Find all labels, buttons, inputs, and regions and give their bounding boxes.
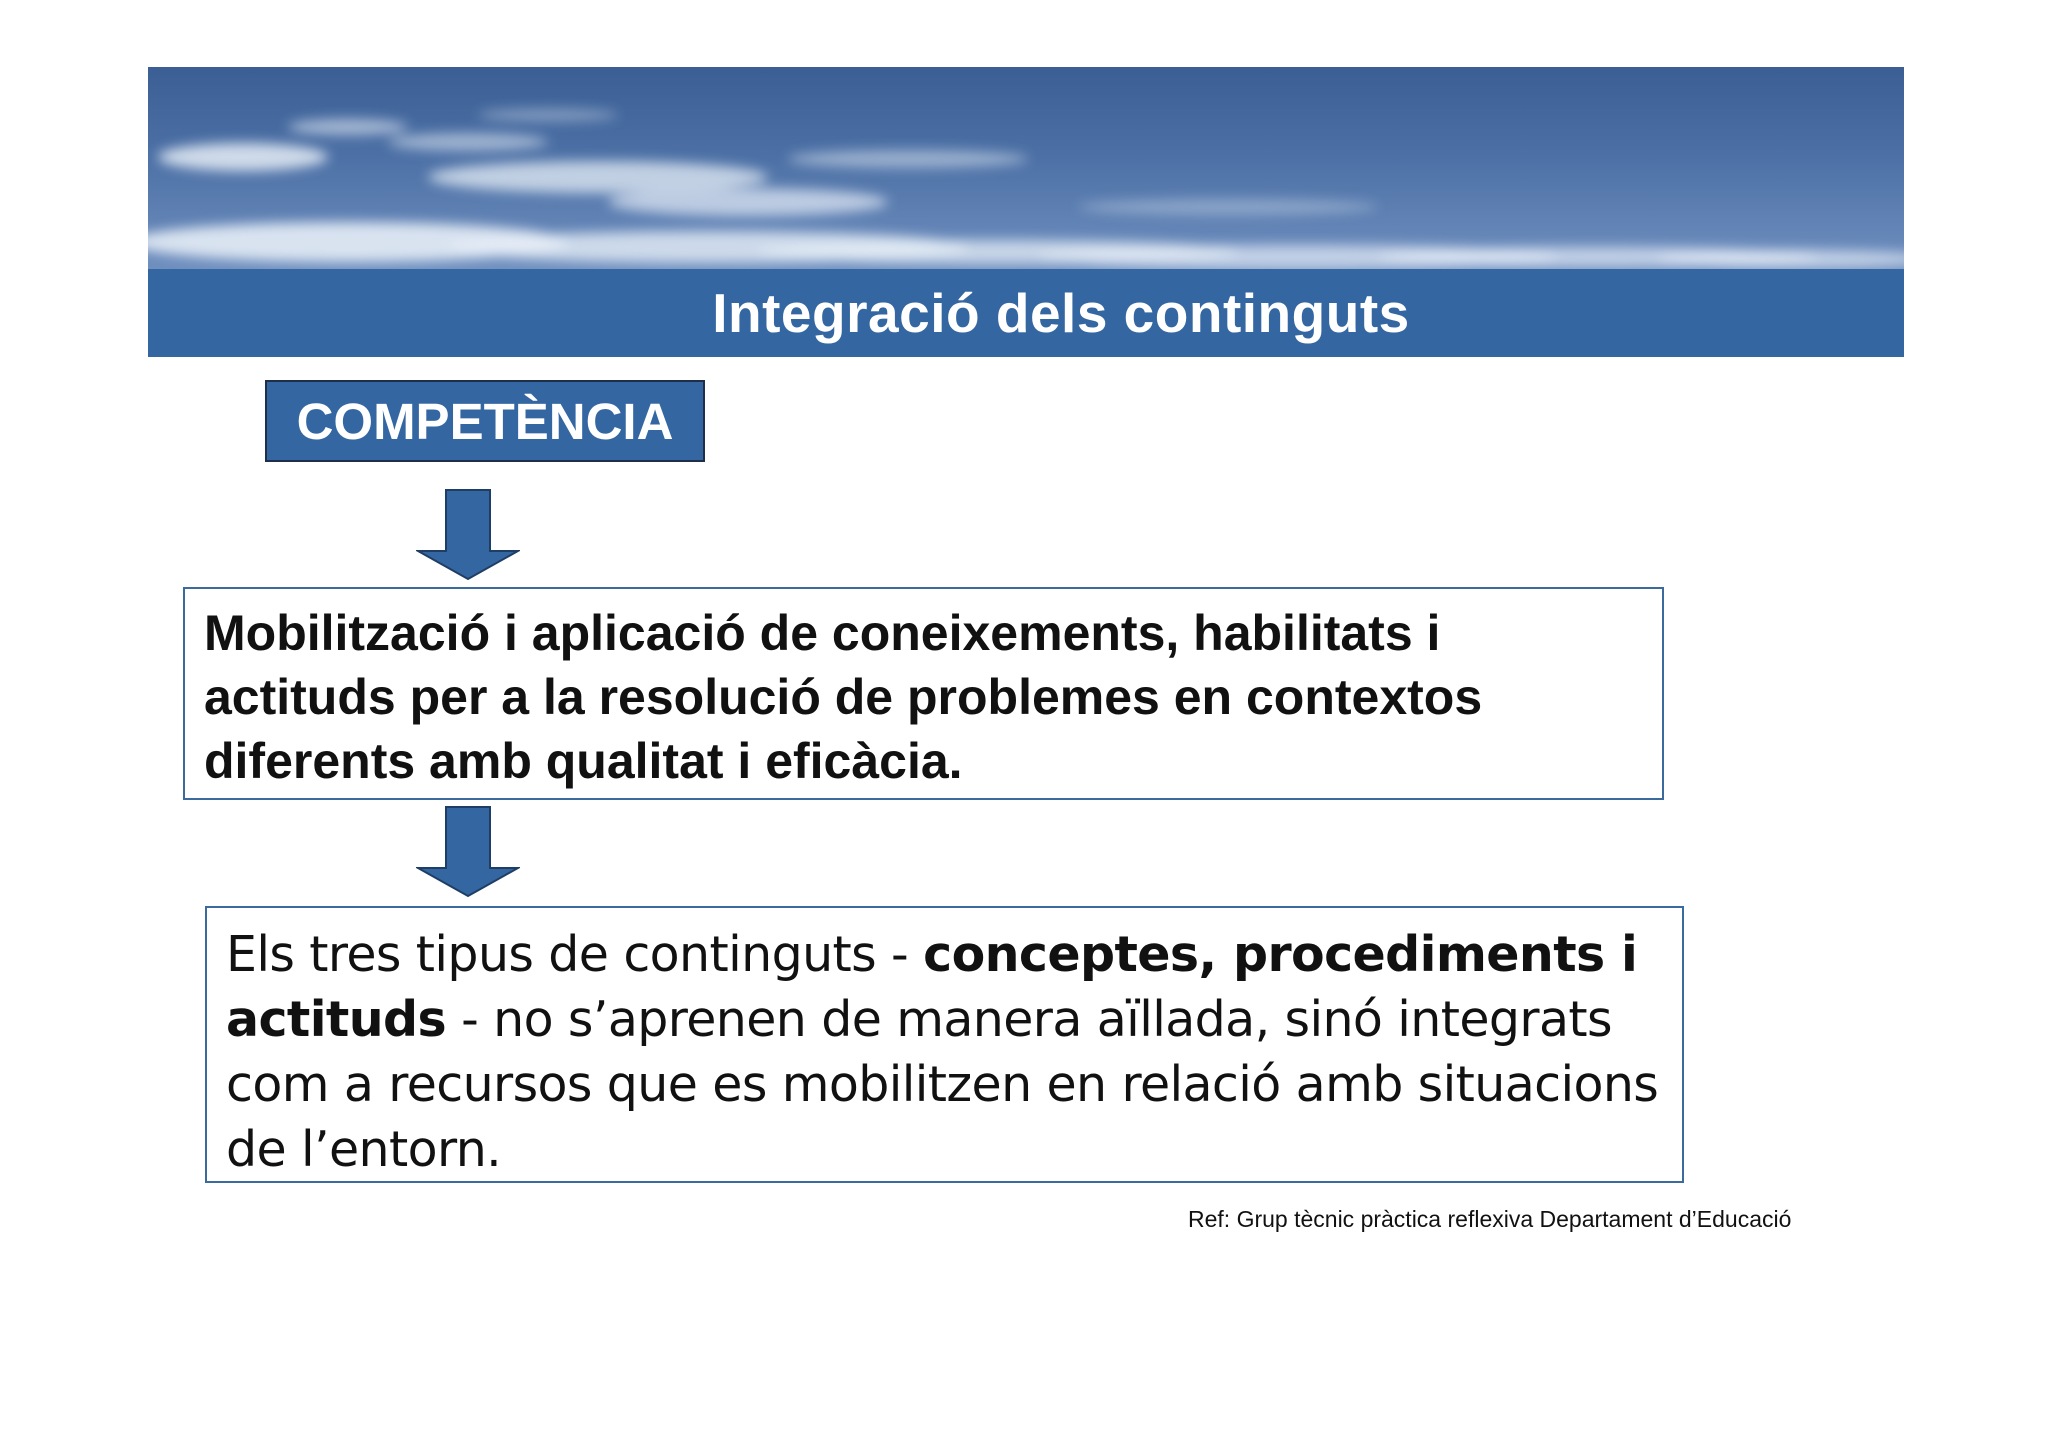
header-banner [148, 67, 1904, 357]
sky-image [148, 67, 1904, 269]
definition-box [183, 587, 1664, 800]
down-arrow-icon [416, 489, 520, 581]
contents-types: conceptes, procediments i actituds [226, 926, 1638, 1048]
competence-label: COMPETÈNCIA [296, 392, 674, 450]
down-arrow-icon [416, 806, 520, 898]
contents-box [205, 906, 1684, 1183]
contents-intro: Els tres tipus de continguts - [226, 926, 924, 983]
definition-text: Mobilització i aplicació de coneixements, habilitats i actituds per a la resolució de problemes en contextos diferents amb qualitat i eficàcia. [204, 605, 1483, 789]
reference-note: Ref: Grup tècnic pràctica reflexiva Departament d’Educació [1188, 1206, 1792, 1232]
contents-text [226, 922, 1662, 1182]
competence-box [265, 380, 705, 462]
page-title: Integració dels continguts [712, 282, 1410, 344]
title-bar [148, 269, 1904, 357]
contents-rest: - no s’aprenen de manera aïllada, sinó integrats com a recursos que es mobilitzen en relació amb situacions de l’entorn. [226, 991, 1659, 1178]
